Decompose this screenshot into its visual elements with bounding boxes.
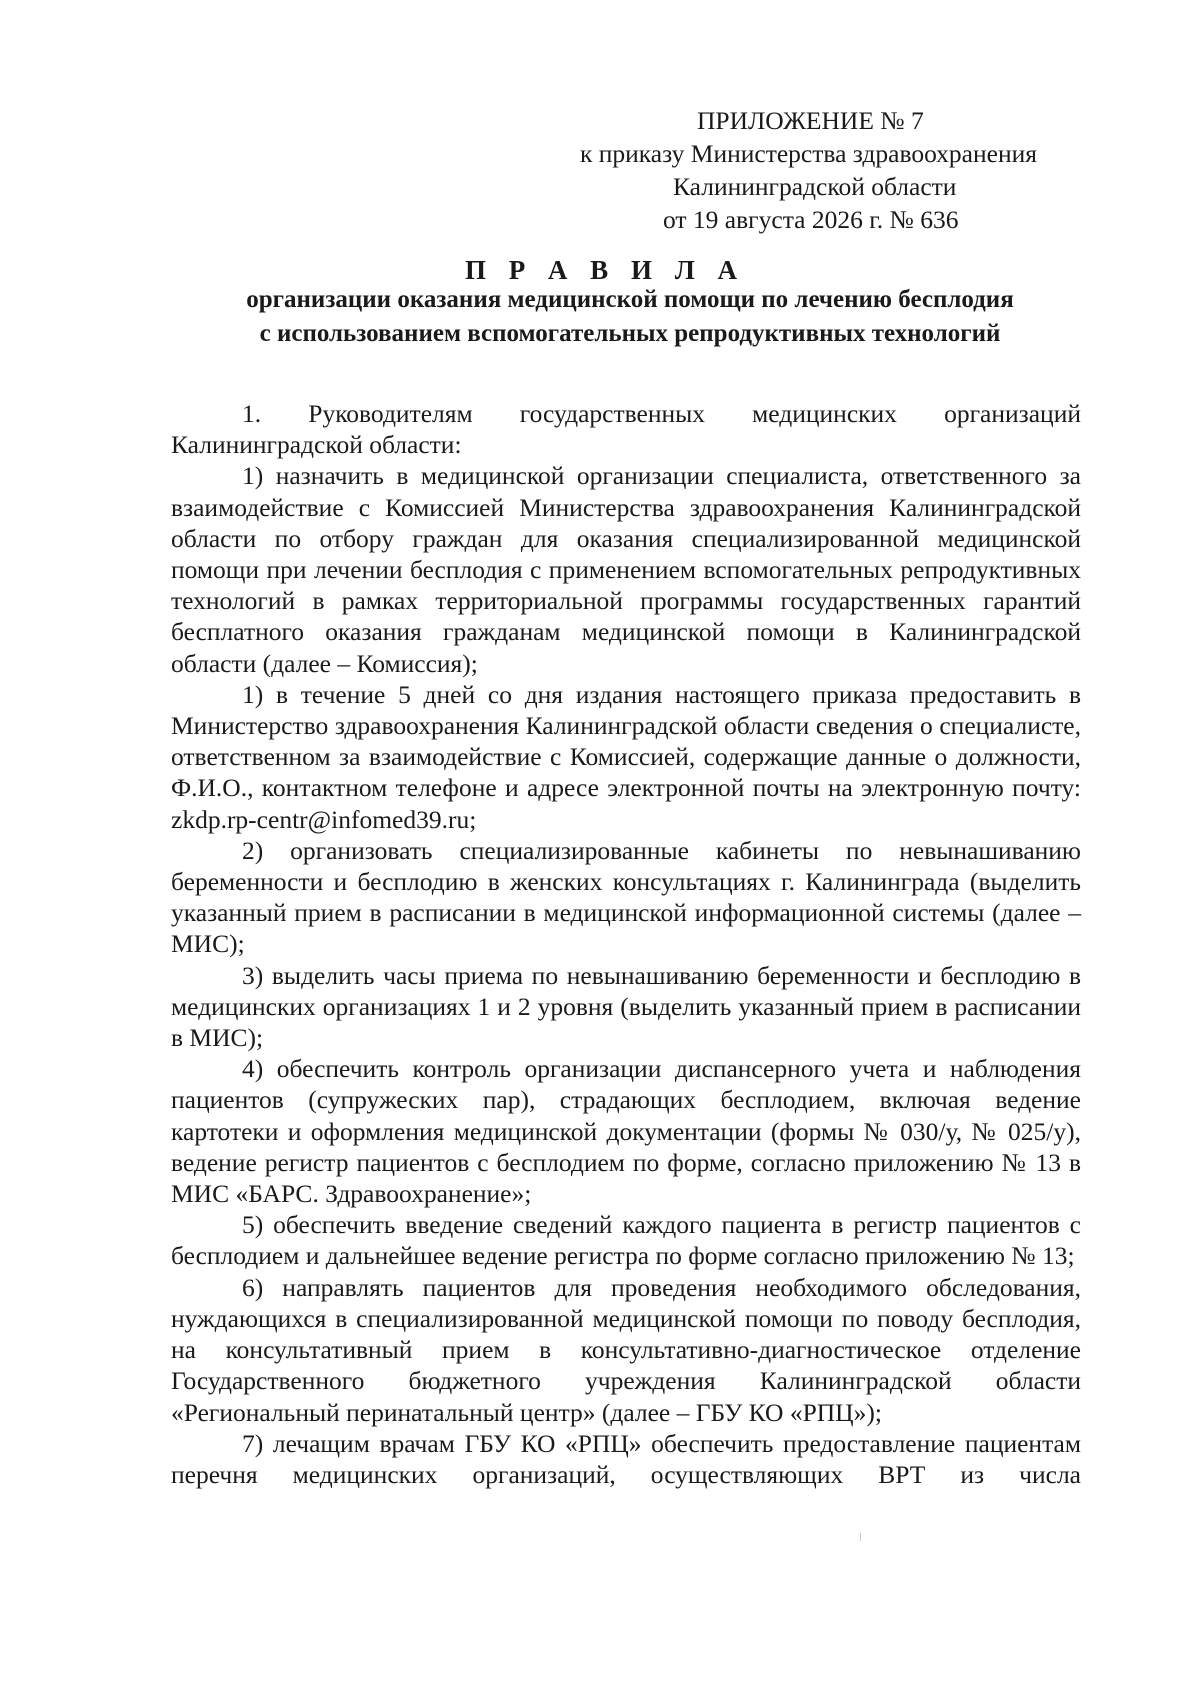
document-body xyxy=(171,398,1081,1490)
paragraph-subitem-6: 6) направлять пациентов для проведения необходимого обследования, нуждающихся в специализированной медицинской помощи по поводу бесплодия, на консультативный прием в консультативно-диагностическое отделение Государственного бюджетного учреждения Калининградской области «Региональный перинатальный центр» (далее – ГБУ КО «РПЦ»); xyxy=(171,1272,1081,1427)
paragraph-subitem-3: 3) выделить часы приема по невынашиванию беременности и бесплодию в медицинских организациях 1 и 2 уровня (выделить указанный прием в расписании в МИС); xyxy=(171,960,1081,1053)
document-title: П Р А В И Л А xyxy=(464,255,746,285)
paragraph-subitem-4: 4) обеспечить контроль организации диспансерного учета и наблюдения пациентов (супружеских пар), страдающих бесплодием, включая ведение картотеки и оформления медицинской документации (формы № 030/у, № 025/у), ведение регистр пациентов с бесплодием по форме, согласно приложению № 13 в МИС «БАРС. Здравоохранение»; xyxy=(171,1054,1081,1209)
paragraph-subitem-1-provide: 1) в течение 5 дней со дня издания настоящего приказа предоставить в Министерство здравоохранения Калининградской области сведения о специалисте, ответственном за взаимодействие с Комиссией, содержащие данные о должности, Ф.И.О., контактном телефоне и адресе электронной почты на электронную почту: zkdp.rp-centr@infomed39.ru; xyxy=(171,679,1081,834)
paragraph-subitem-2: 2) организовать специализированные кабинеты по невынашиванию беременности и бесплодию в женских консультациях г. Калининграда (выделить указанный прием в расписании в медицинской информационной системы (далее – МИС); xyxy=(171,835,1081,959)
document-subtitle-line: организации оказания медицинской помощи по лечению бесплодия xyxy=(246,286,1014,313)
paragraph-item-1: 1. Руководителям государственных медицинских организаций Калининградской области: xyxy=(171,399,1081,460)
appendix-header xyxy=(580,104,1080,236)
paragraph-subitem-1-appoint: 1) назначить в медицинской организации специалиста, ответственного за взаимодействие с Комиссией Министерства здравоохранения Калининградской области по отбору граждан для оказания специализированной медицинской помощи при лечении бесплодия с применением вспомогательных репродуктивных технологий в рамках территориальной программы государственных гарантий бесплатного оказания гражданам медицинской помощи в Калининградской области (далее – Комиссия); xyxy=(171,461,1081,678)
appendix-order-reference: к приказу Министерства здравоохранения xyxy=(580,139,1037,168)
paragraph-subitem-7: 7) лечащим врачам ГБУ КО «РПЦ» обеспечить предоставление пациентам перечня медицинских организаций, осуществляющих ВРТ из числа xyxy=(171,1428,1081,1489)
appendix-date-number: от 19 августа 2026 г. № 636 xyxy=(663,205,959,234)
appendix-title: ПРИЛОЖЕНИЕ № 7 xyxy=(697,106,924,135)
scan-mark xyxy=(860,1533,861,1541)
appendix-region: Калининградской области xyxy=(673,172,957,201)
document-subtitle-line: с использованием вспомогательных репродуктивных технологий xyxy=(259,320,1001,347)
document-subtitle xyxy=(170,283,1090,351)
paragraph-subitem-5: 5) обеспечить введение сведений каждого пациента в регистр пациентов с бесплодием и дальнейшее ведение регистра по форме согласно приложению № 13; xyxy=(171,1210,1081,1271)
